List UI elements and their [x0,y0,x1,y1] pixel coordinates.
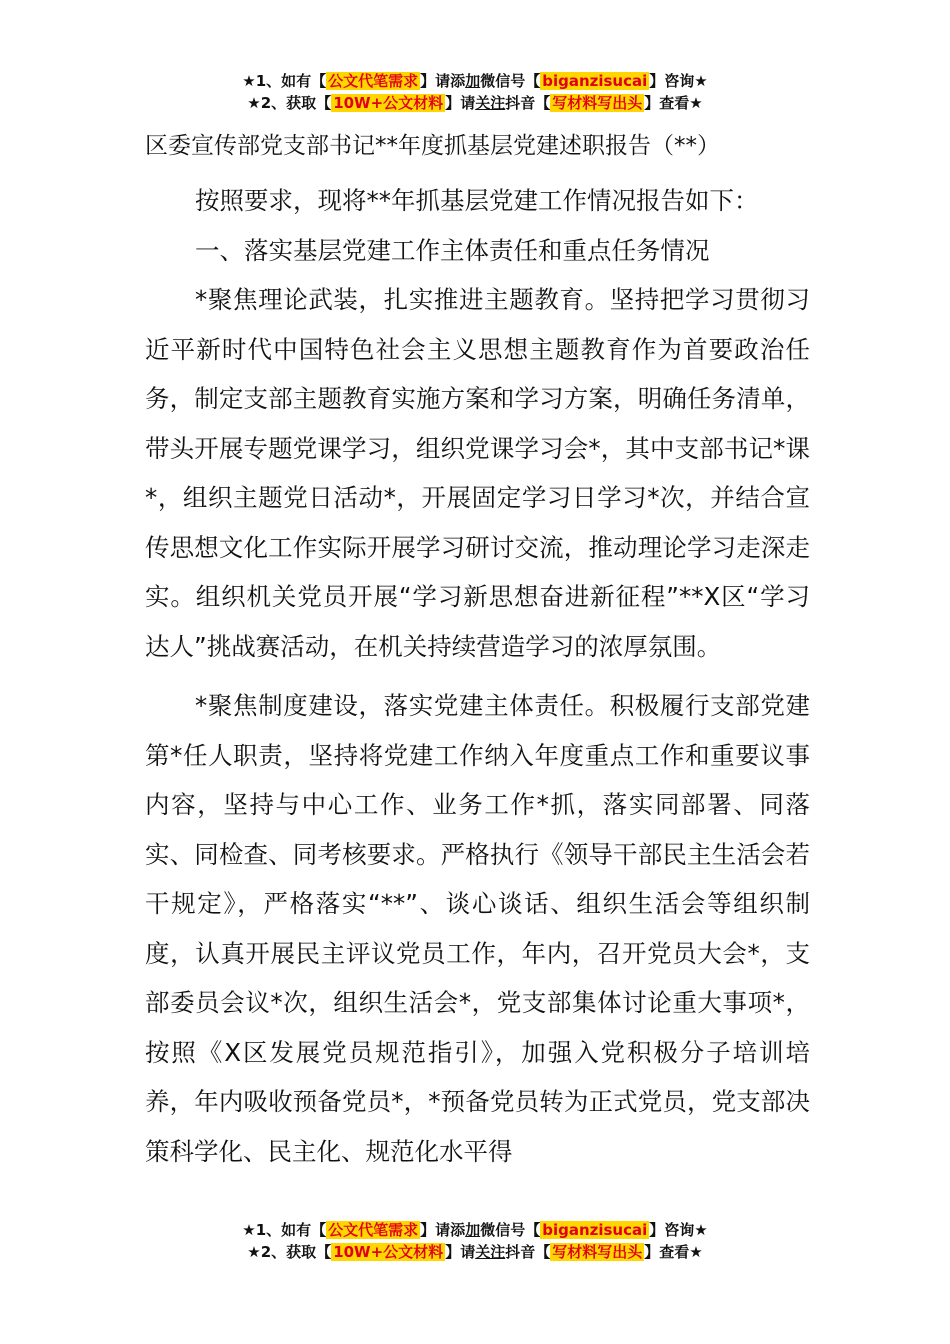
highlight-douyin: 写材料写出头 [552,94,643,112]
promo-banner-bottom [0,1219,950,1263]
body-paragraph-1: *聚焦理论武装，扎实推进主题教育。坚持把学习贯彻习近平新时代中国特色社会主义思想主题教育作为首要政治任务，制定支部主题教育实施方案和学习方案，明确任务清单，带头开展专题党课学习，组织党课学习会*，其中支部书记*课*，组织主题党日活动*，开展固定学习日学习*次，并结合宣传思想文化工作实际开展学习研讨交流，推动理论学习走深走实。组织机关党员开展“学习新思想奋进新征程”**X区“学习达人”挑战赛活动，在机关持续营造学习的浓厚氛围。 [145,285,810,661]
highlight-service: 公文代笔需求 [328,72,419,90]
highlight-wechat-id: biganzisucai [542,1221,648,1239]
intro-paragraph: 按照要求，现将**年抓基层党建工作情况报告如下： [195,186,759,215]
promo-line-2: ★2、获取【 10W+公文材料 】请关注抖音【 写材料写出头 】查看★ [247,1243,703,1261]
highlight-materials: 10W+公文材料 [333,1243,444,1261]
highlight-douyin: 写材料写出头 [552,1243,643,1261]
section-heading: 一、落实基层党建工作主体责任和重点任务情况 [195,235,710,265]
document-title: 区委宣传部党支部书记**年度抓基层党建述职报告（**） [145,133,720,159]
promo-line-2: ★2、获取【 10W+公文材料 】请关注抖音【 写材料写出头 】查看★ [247,94,703,112]
body-paragraph-2: *聚焦制度建设，落实党建主体责任。积极履行支部党建第*任人职责，坚持将党建工作纳入年度重点工作和重要议事内容，坚持与中心工作、业务工作*抓，落实同部署、同落实、同检查、同考核要求。严格执行《领导干部民主生活会若干规定》，严格落实“**”、谈心谈话、组织生活会等组织制度，认真开展民主评议党员工作，年内，召开党员大会*，支部委员会议*次，组织生活会*，党支部集体讨论重大事项*，按照《X区发展党员规范指引》，加强入党积极分子培训培养，年内吸收预备党员*，*预备党员转为正式党员，党支部决策科学化、民主化、规范化水平得 [145,691,810,1166]
promo-banner-top [0,70,950,114]
document-body [145,126,810,1176]
highlight-service: 公文代笔需求 [328,1221,419,1239]
highlight-materials: 10W+公文材料 [333,94,444,112]
promo-line-1: ★1、如有【 公文代笔需求 】请添加微信号【 biganzisucai 】咨询★ [242,1221,708,1239]
highlight-wechat-id: biganzisucai [542,72,648,90]
promo-line-1: ★1、如有【 公文代笔需求 】请添加微信号【 biganzisucai 】咨询★ [242,72,708,90]
